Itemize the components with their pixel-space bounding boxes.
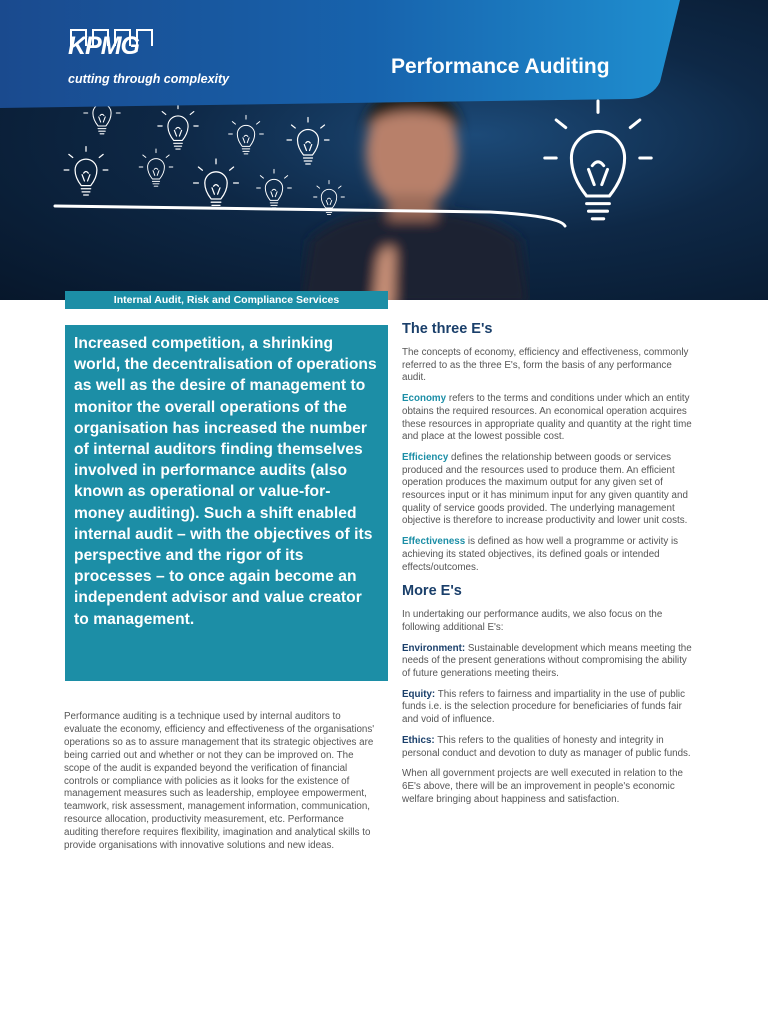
three-es-intro: The concepts of economy, efficiency and effectiveness, commonly referred to as the three E's, form the basis of any performance audit. bbox=[402, 347, 689, 384]
more-es-heading: More E's bbox=[402, 583, 462, 600]
closing-paragraph: When all government projects are well executed in relation to the 6E's above, there will be an improvement in people's economic welfare bringing about happiness and satisfaction. bbox=[402, 768, 683, 805]
shelf-line bbox=[55, 206, 565, 226]
callout-box: Increased competition, a shrinking world, the decentralisation of operations as well as the desire of management to monitor the overall operations of the organisation has increased the number of internal auditors finding themselves involved in performance audits (also known as operational or value-for-money auditing). Such a shift enabled internal audit – with the objectives of its perspective and the rigor of its processes – to once again become an independent advisor and value creator to management. bbox=[65, 325, 388, 681]
intro-paragraph: Performance auditing is a technique used by internal auditors to evaluate the economy, efficiency and effectiveness of the organisations' operations so as to assure management that its strategic objectives are being carried out and whether or not they can be improved on. The scope of the audit is expanded beyond the verification of financial controls or compliance with policies as it looks for the existence of management measures such as leadership, employee empowerment, teamwork, risk assessment, management information, communication, resource allocation, productivity measurement, etc. Performance auditing therefore requires flexibility, imagination and analytical skills to provide organisations with innovative solutions and new ideas. bbox=[64, 711, 375, 852]
economy-text: refers to the terms and conditions under which an entity obtains the required resources. An economical operation acquires these resources in appropriate quality and quantity at the right time and place at the lowest possible cost. bbox=[402, 393, 692, 443]
ethics-term: Ethics: bbox=[402, 734, 435, 746]
environment-text: Sustainable development which means meeting the needs of the present generations without compromising the ability of future generations meeting theirs. bbox=[402, 642, 692, 680]
environment-paragraph bbox=[402, 643, 694, 681]
lightbulb-icon bbox=[64, 94, 651, 219]
page-title: Performance Auditing bbox=[391, 55, 610, 78]
logo-text: KPMG bbox=[68, 32, 139, 60]
economy-paragraph bbox=[402, 393, 694, 444]
ethics-paragraph bbox=[402, 735, 694, 760]
section-stripe: Internal Audit, Risk and Compliance Services bbox=[65, 291, 388, 309]
efficiency-paragraph bbox=[402, 452, 694, 528]
three-es-heading: The three E's bbox=[402, 321, 493, 337]
equity-paragraph bbox=[402, 689, 694, 727]
right-column bbox=[402, 320, 694, 814]
equity-text: This refers to fairness and impartiality in the use of public funds i.e. is the selection procedure for beneficiaries of funds fair and void of influence. bbox=[402, 688, 685, 726]
more-es-intro: In undertaking our performance audits, we also focus on the following additional E's: bbox=[402, 609, 663, 633]
ethics-text: This refers to the qualities of honesty and integrity in personal conduct and devotion to duty as manager of public funds. bbox=[402, 734, 691, 759]
equity-term: Equity: bbox=[402, 688, 436, 700]
effectiveness-term: Effectiveness bbox=[402, 536, 466, 548]
effectiveness-paragraph bbox=[402, 536, 694, 574]
hero-image bbox=[0, 0, 768, 300]
kpmg-logo bbox=[68, 34, 168, 59]
efficiency-text: defines the relationship between goods or services produced and the resources used to produce them. An efficient operation produces the maximum output for any given set of resources input or it has minimum input for any given quantity and quality of service goods provided. The underlying management objective is therefore to increase productivity and lower unit costs. bbox=[402, 451, 688, 527]
efficiency-term: Efficiency bbox=[402, 451, 449, 463]
tagline: cutting through complexity bbox=[68, 72, 230, 86]
environment-term: Environment: bbox=[402, 642, 466, 654]
effectiveness-text: is defined as how well a programme or activity is achieving its stated objectives, its defined goals or intended effects/outcomes. bbox=[402, 536, 679, 573]
economy-term: Economy bbox=[402, 393, 447, 405]
